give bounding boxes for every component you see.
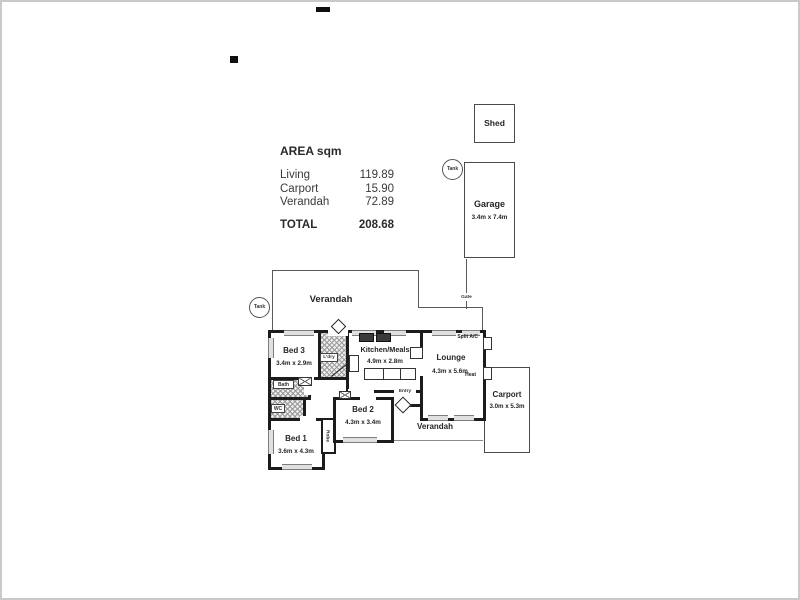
door-opening (300, 416, 316, 423)
verandah-outline (418, 307, 483, 308)
air-conditioner-unit (483, 337, 492, 350)
garage (464, 162, 515, 258)
area-row-carport (280, 183, 394, 197)
window (454, 415, 474, 421)
area-row-value: 119.89 (359, 169, 394, 181)
kitchen-label: Kitchen/Meals (360, 345, 410, 354)
tank-label: Tank (446, 166, 459, 172)
scan-artifact (316, 7, 330, 12)
door-opening (360, 395, 376, 402)
area-row-value: 72.89 (365, 196, 394, 208)
fence-line (466, 259, 467, 309)
wc-label: WC (271, 404, 285, 413)
window (428, 415, 448, 421)
cupboard (339, 391, 351, 399)
laundry-label: L'dry (320, 353, 338, 362)
verandah-outline (418, 270, 419, 308)
verandah-right-label: Verandah (416, 422, 453, 431)
carport-label: Carport (492, 390, 522, 399)
lounge-label: Lounge (436, 353, 466, 362)
area-table (280, 144, 394, 231)
verandah-outline (272, 270, 419, 271)
door-opening (348, 389, 374, 395)
verandah-outline (272, 270, 273, 332)
bed1-label: Bed 1 (285, 434, 307, 443)
area-row-label: Verandah (280, 196, 330, 208)
verandah-edge-line (394, 440, 483, 441)
robe-label: Robe (324, 430, 330, 442)
verandah-top-label: Verandah (309, 294, 353, 305)
room-lounge (420, 330, 486, 421)
bed2-dims: 4.3m x 3.4m (345, 419, 381, 426)
area-row-value: 15.90 (365, 182, 394, 195)
bed2-label: Bed 2 (352, 405, 374, 414)
stove-icon (359, 333, 374, 342)
bed3-dims: 3.4m x 2.9m (276, 360, 312, 367)
water-tank-icon (442, 159, 463, 180)
tank-label: Tank (253, 304, 266, 310)
area-total-value: 208.68 (358, 218, 394, 231)
linen-cupboard (298, 377, 312, 386)
carport-dims: 3.0m x 5.3m (489, 403, 525, 411)
window (282, 464, 312, 470)
heater-unit (483, 367, 492, 380)
lounge-dims: 4.3m x 5.6m (432, 368, 468, 375)
sink-icon (376, 333, 391, 342)
area-row-living (280, 169, 394, 183)
verandah-outline (482, 307, 483, 332)
area-row-verandah (280, 196, 394, 210)
heat-label: Heat (465, 372, 476, 378)
bed1-dims: 3.6m x 4.3m (278, 448, 314, 455)
water-tank-icon (249, 297, 270, 318)
split-ac-label: Split A/C (457, 334, 478, 340)
bed3-label: Bed 3 (283, 346, 305, 355)
window (343, 437, 377, 443)
scan-artifact (230, 56, 238, 63)
bath-label: Bath (273, 380, 294, 389)
garage-dims: 3.4m x 7.4m (471, 214, 508, 222)
entry-door-swing (395, 397, 412, 414)
garage-label: Garage (473, 198, 506, 209)
gate-label: Gate (454, 293, 479, 301)
room-bed1 (268, 418, 325, 470)
area-total-row (280, 219, 394, 231)
area-row-label: Living (280, 169, 311, 181)
area-row-label: Carport (280, 182, 319, 195)
shed-label: Shed (484, 117, 505, 128)
kitchen-dims: 4.9m x 2.8m (367, 358, 403, 365)
area-table-title: AREA sqm (280, 144, 342, 158)
area-total-label: TOTAL (280, 218, 318, 231)
kitchen-bench (364, 368, 416, 380)
entry-label: Entry (394, 388, 416, 395)
shed (474, 104, 515, 143)
window (432, 330, 456, 336)
window (284, 330, 314, 336)
